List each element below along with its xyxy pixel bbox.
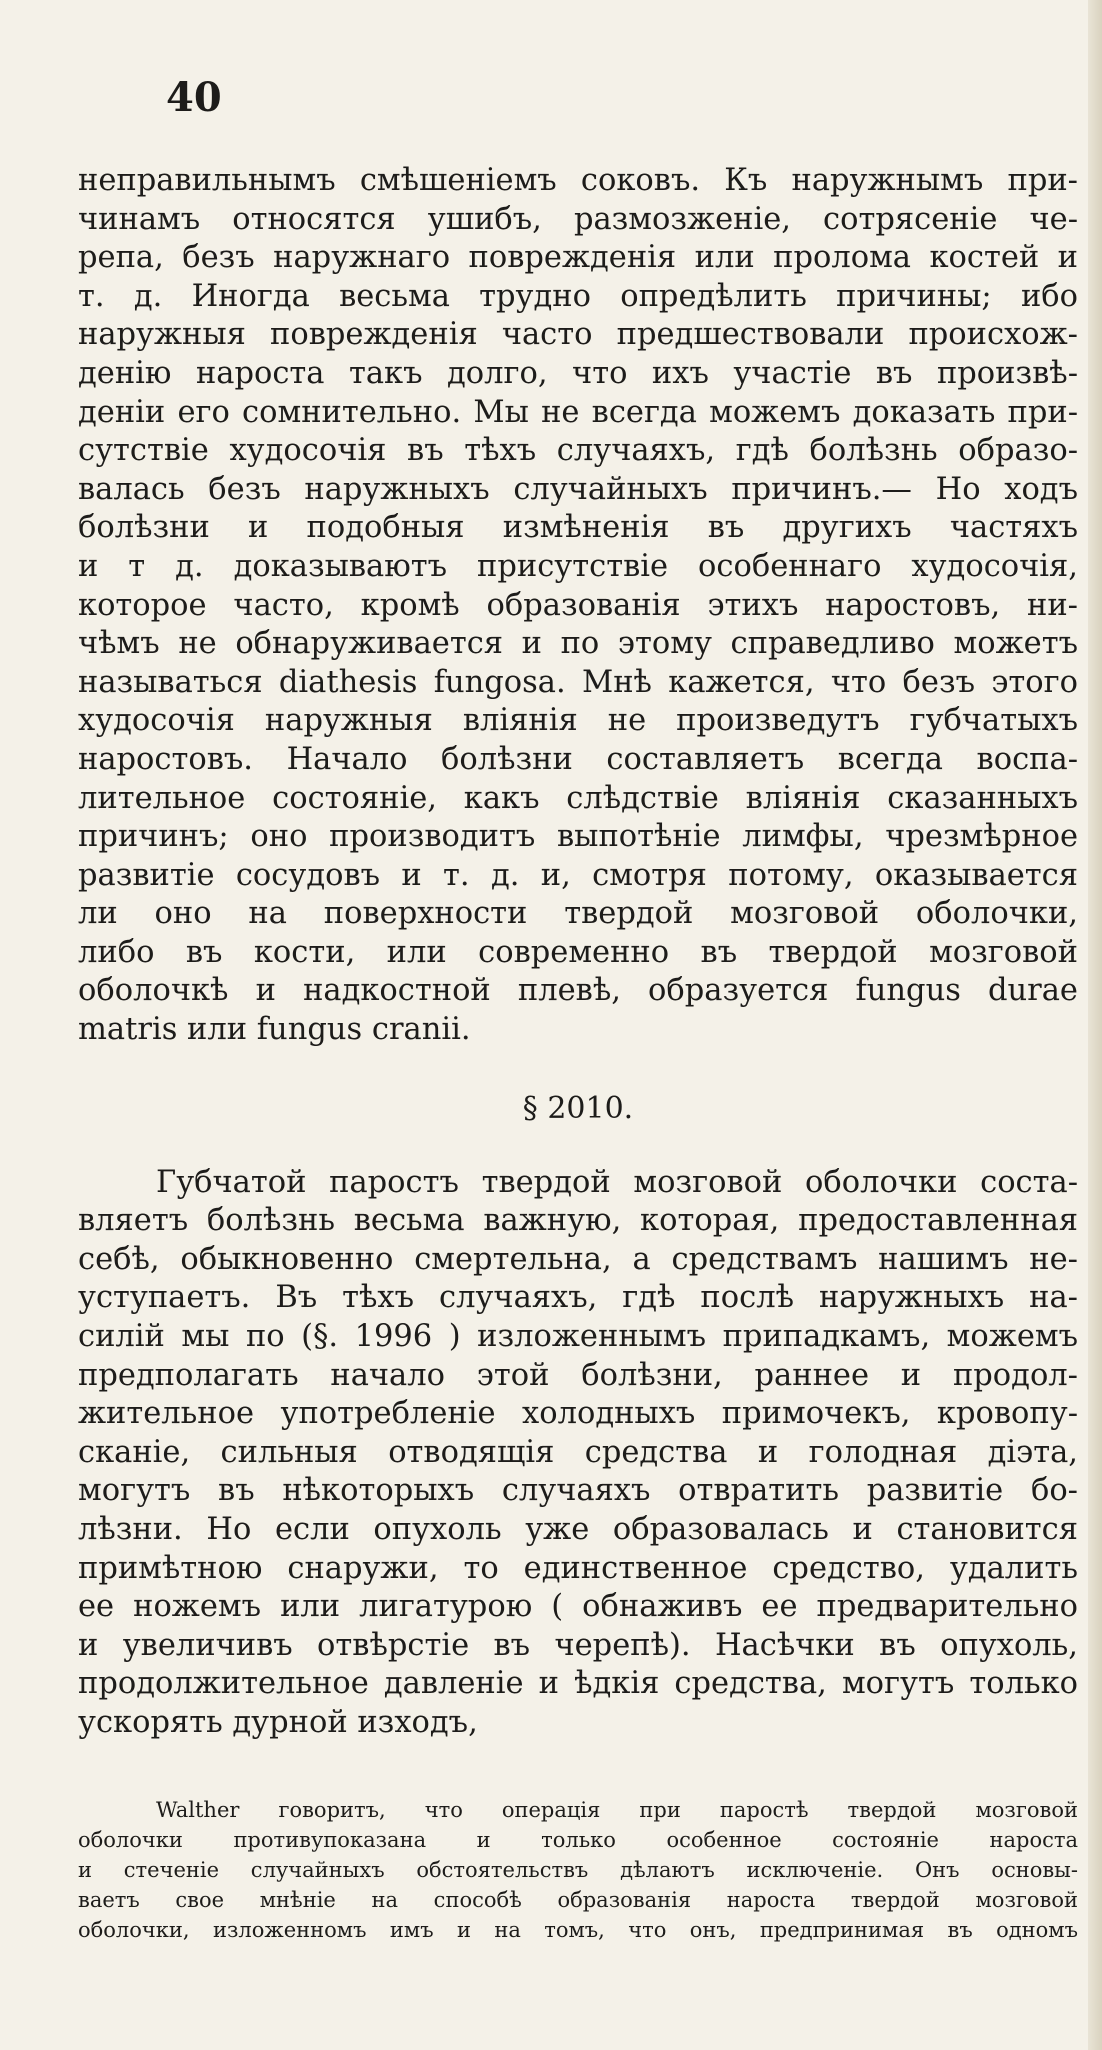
text-line: называться diathesis fungosa. Мнѣ кажется, что безъ этого xyxy=(78,664,1078,700)
text-line: развитіе сосудовъ и т. д. и, смотря потому, оказывается xyxy=(78,857,1078,893)
text-line: сканіе, сильныя отводящія средства и голодная діэта, xyxy=(78,1434,1078,1470)
text-line: худосочія наружныя вліянія не произведутъ губчатыхъ xyxy=(78,703,1078,739)
text-line: примѣтною снаружи, то единственное средство, удалить xyxy=(78,1550,1078,1586)
text-line: чинамъ относятся ушибъ, размозженіе, сотрясеніе че- xyxy=(78,201,1078,237)
text-line: ее ножемъ или лигатурою ( обнаживъ ее предварительно xyxy=(78,1589,1078,1625)
paragraph-2 xyxy=(78,1164,1078,1743)
text-line: наружныя поврежденія часто предшествовали происхож- xyxy=(78,317,1078,353)
text-line: денію нароста такъ долго, что ихъ участіе въ произвѣ- xyxy=(78,355,1078,391)
text-line: предполагать начало этой болѣзни, раннее и продол- xyxy=(78,1357,1078,1393)
text-line: и увеличивъ отвѣрстіе въ черепѣ). Насѣчки въ опухоль, xyxy=(78,1627,1078,1663)
text-line: лительное состояніе, какъ слѣдствіе вліянія сказанныхъ xyxy=(78,780,1078,816)
text-line: силій мы по (§. 1996 ) изложеннымъ припадкамъ, можемъ xyxy=(78,1319,1078,1355)
text-line: вляетъ болѣзнь весьма важную, которая, предоставленная xyxy=(78,1203,1078,1239)
text-line: репа, безъ наружнаго поврежденія или пролома костей и xyxy=(78,240,1078,276)
text-line: т. д. Иногда весьма трудно опредѣлить причины; ибо xyxy=(78,278,1078,314)
text-line: причинъ; оно производитъ выпотѣніе лимфы, чрезмѣрное xyxy=(78,819,1078,855)
text-line: и т д. доказываютъ присутствіе особеннаго худосочія, xyxy=(78,548,1078,584)
text-line: наростовъ. Начало болѣзни составляетъ всегда воспа- xyxy=(78,741,1078,777)
text-line: себѣ, обыкновенно смертельна, а средствамъ нашимъ не- xyxy=(78,1241,1078,1277)
text-line: деніи его сомнительно. Мы не всегда можемъ доказать при- xyxy=(78,394,1078,430)
text-line: уступаетъ. Въ тѣхъ случаяхъ, гдѣ послѣ наружныхъ на- xyxy=(78,1280,1078,1316)
footnote-line: оболочки, изложенномъ имъ и на томъ, что онъ, предпринимая въ одномъ xyxy=(78,1917,1078,1942)
text-line: Губчатой паростъ твердой мозговой оболочки соста- xyxy=(156,1164,1078,1200)
paragraph-1 xyxy=(78,162,1078,1050)
footnote-line: ваетъ свое мнѣніе на способѣ образованія нароста твердой мозговой xyxy=(78,1887,1078,1912)
text-line: продолжительное давленіе и ѣдкія средства, могутъ только xyxy=(78,1666,1078,1702)
text-line: оболочкѣ и надкостной плевѣ, образуется fungus durae xyxy=(78,973,1078,1009)
text-line: ли оно на поверхности твердой мозговой оболочки, xyxy=(78,896,1078,932)
page-number: 40 xyxy=(166,74,222,121)
footnote-line: и стеченіе случайныхъ обстоятельствъ дѣлаютъ исключеніе. Онъ основы- xyxy=(78,1857,1078,1882)
text-line: жительное употребленіе холодныхъ примочекъ, кровопу- xyxy=(78,1396,1078,1432)
page-edge-shadow xyxy=(1088,0,1102,2050)
text-line: неправильнымъ смѣшеніемъ соковъ. Къ наружнымъ при- xyxy=(78,163,1078,198)
text-line: либо въ кости, или современно въ твердой мозговой xyxy=(78,934,1078,970)
footnote xyxy=(78,1795,1078,1945)
text-line: болѣзни и подобныя измѣненія въ другихъ частяхъ xyxy=(78,510,1078,546)
footnote-line: Walther говоритъ, что операція при паростѣ твердой мозговой xyxy=(156,1797,1078,1822)
text-line: чѣмъ не обнаруживается и по этому справедливо можетъ xyxy=(78,626,1078,662)
section-title: § 2010. xyxy=(522,1090,634,1126)
footnote-line: оболочки противупоказана и только особенное состояніе нароста xyxy=(78,1827,1078,1852)
text-line: валась безъ наружныхъ случайныхъ причинъ.— Но ходъ xyxy=(78,471,1078,507)
text-line: ускорять дурной изходъ, xyxy=(78,1704,478,1740)
text-line: которое часто, кромѣ образованія этихъ наростовъ, ни- xyxy=(78,587,1078,623)
text-line: лѣзни. Но если опухоль уже образовалась и становится xyxy=(78,1512,1078,1547)
text-line: matris или fungus cranii. xyxy=(78,1012,471,1048)
text-line: сутствіе худосочія въ тѣхъ случаяхъ, гдѣ болѣзнь образо- xyxy=(78,433,1078,469)
text-line: могутъ въ нѣкоторыхъ случаяхъ отвратить развитіе бо- xyxy=(78,1473,1078,1509)
